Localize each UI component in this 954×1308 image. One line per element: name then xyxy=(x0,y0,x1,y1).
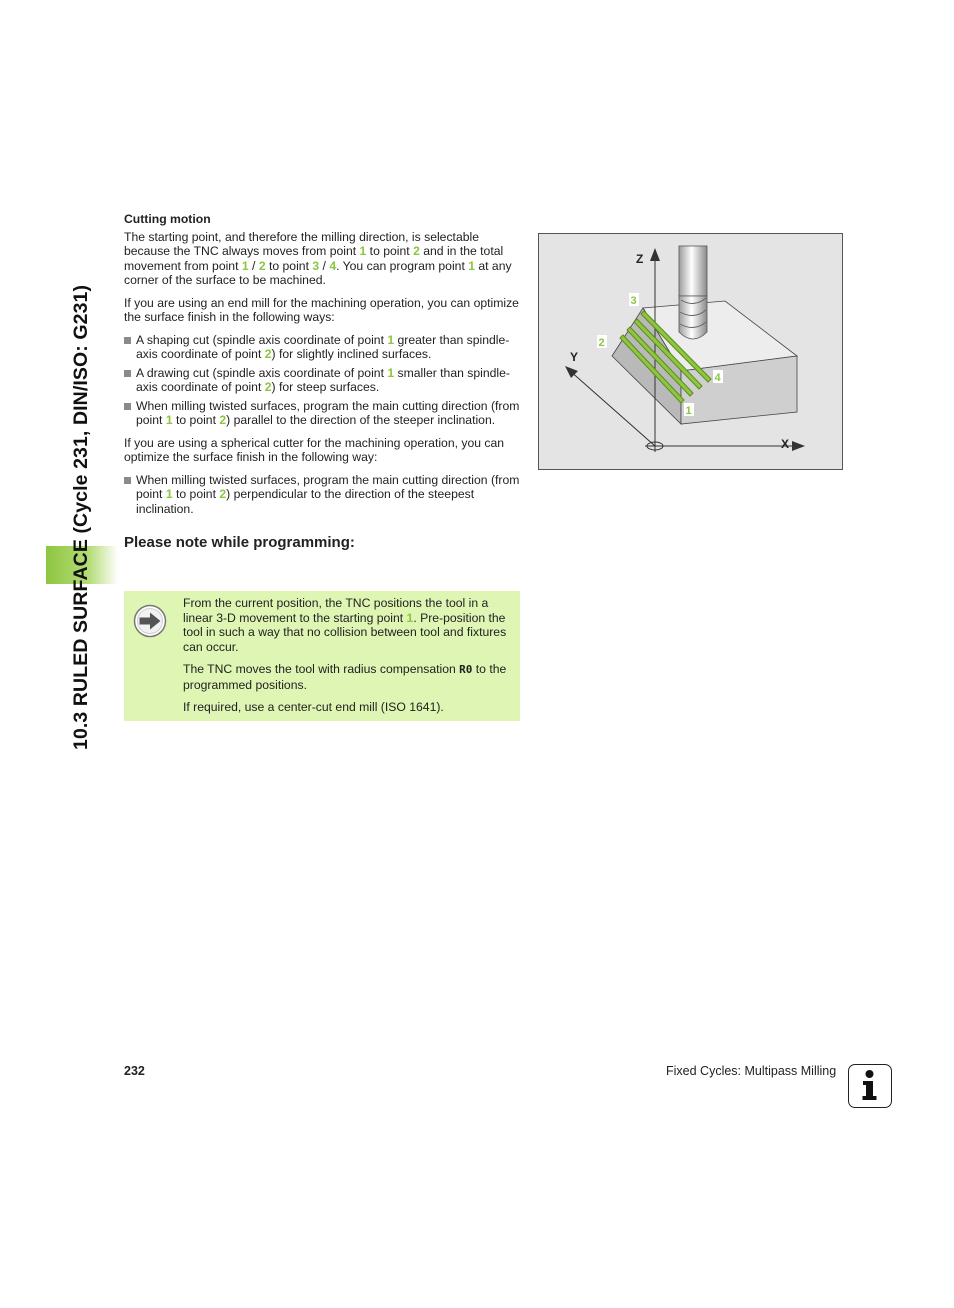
axis-label-y: Y xyxy=(570,350,579,364)
list-item: When milling twisted surfaces, program the main cutting direction (from point 1 to point 2) perpendicular to the direction of the steepest inclination. xyxy=(124,473,520,517)
note-paragraph-radius: The TNC moves the tool with radius compensation R0 to the programmed positions. xyxy=(183,662,507,692)
x-axis-arrow xyxy=(792,441,805,451)
svg-text:4: 4 xyxy=(714,372,721,384)
point-label-2 xyxy=(597,335,607,349)
cutting-motion-heading: Cutting motion xyxy=(124,212,211,226)
note-heading: Please note while programming: xyxy=(124,534,355,551)
svg-text:3: 3 xyxy=(630,295,637,307)
arrow-right-icon xyxy=(133,604,167,642)
page-number: 232 xyxy=(124,1064,145,1078)
end-mill-tool xyxy=(679,246,707,339)
list-item: When milling twisted surfaces, program the main cutting direction (from point 1 to point 2) parallel to the direction of the steeper inclination. xyxy=(124,399,520,428)
point-label-4 xyxy=(713,370,723,384)
note-paragraph-center-cut: If required, use a center-cut end mill (ISO 1641). xyxy=(183,700,444,714)
svg-text:2: 2 xyxy=(598,337,605,349)
end-mill-list xyxy=(124,333,520,428)
axis-label-x: X xyxy=(781,437,790,451)
note-box xyxy=(124,591,520,721)
paragraph-spherical-cutter: If you are using a spherical cutter for the machining operation, you can optimize the surface finish in the following way: xyxy=(124,435,505,464)
point-label-3 xyxy=(629,293,639,307)
info-icon xyxy=(848,1064,892,1108)
figure-illustration xyxy=(539,234,842,469)
axis-label-z: Z xyxy=(636,252,644,266)
point-label-1 xyxy=(684,403,694,417)
paragraph-end-mill: If you are using an end mill for the machining operation, you can optimize the surface finish in the following ways: xyxy=(124,295,519,324)
list-item: A shaping cut (spindle axis coordinate of point 1 greater than spindle-axis coordinate of point 2) for slightly inclined surfaces. xyxy=(124,333,520,362)
note-paragraph-positioning: From the current position, the TNC positions the tool in a linear 3-D movement to the starting point 1. Pre-position the tool in such a way that no collision between tool and fixtures can occur. xyxy=(183,596,507,654)
z-axis-arrow xyxy=(650,248,660,261)
ruled-surface-figure xyxy=(538,233,843,470)
main-content xyxy=(124,212,520,563)
paragraph-starting-point: The starting point, and therefore the milling direction, is selectable because the TNC always moves from point 1 to point 2 and in the total movement from point 1 / 2 to point 3 / 4. You can program point 1 at any corner of the surface to be machined. xyxy=(124,229,512,287)
list-item: A drawing cut (spindle axis coordinate of point 1 smaller than spindle-axis coordinate of point 2) for steep surfaces. xyxy=(124,366,520,395)
section-side-title: 10.3 RULED SURFACE (Cycle 231, DIN/ISO: G231) xyxy=(70,284,92,750)
svg-text:1: 1 xyxy=(685,405,692,417)
chapter-title-footer: Fixed Cycles: Multipass Milling xyxy=(666,1064,837,1078)
spherical-cutter-list xyxy=(124,473,520,517)
